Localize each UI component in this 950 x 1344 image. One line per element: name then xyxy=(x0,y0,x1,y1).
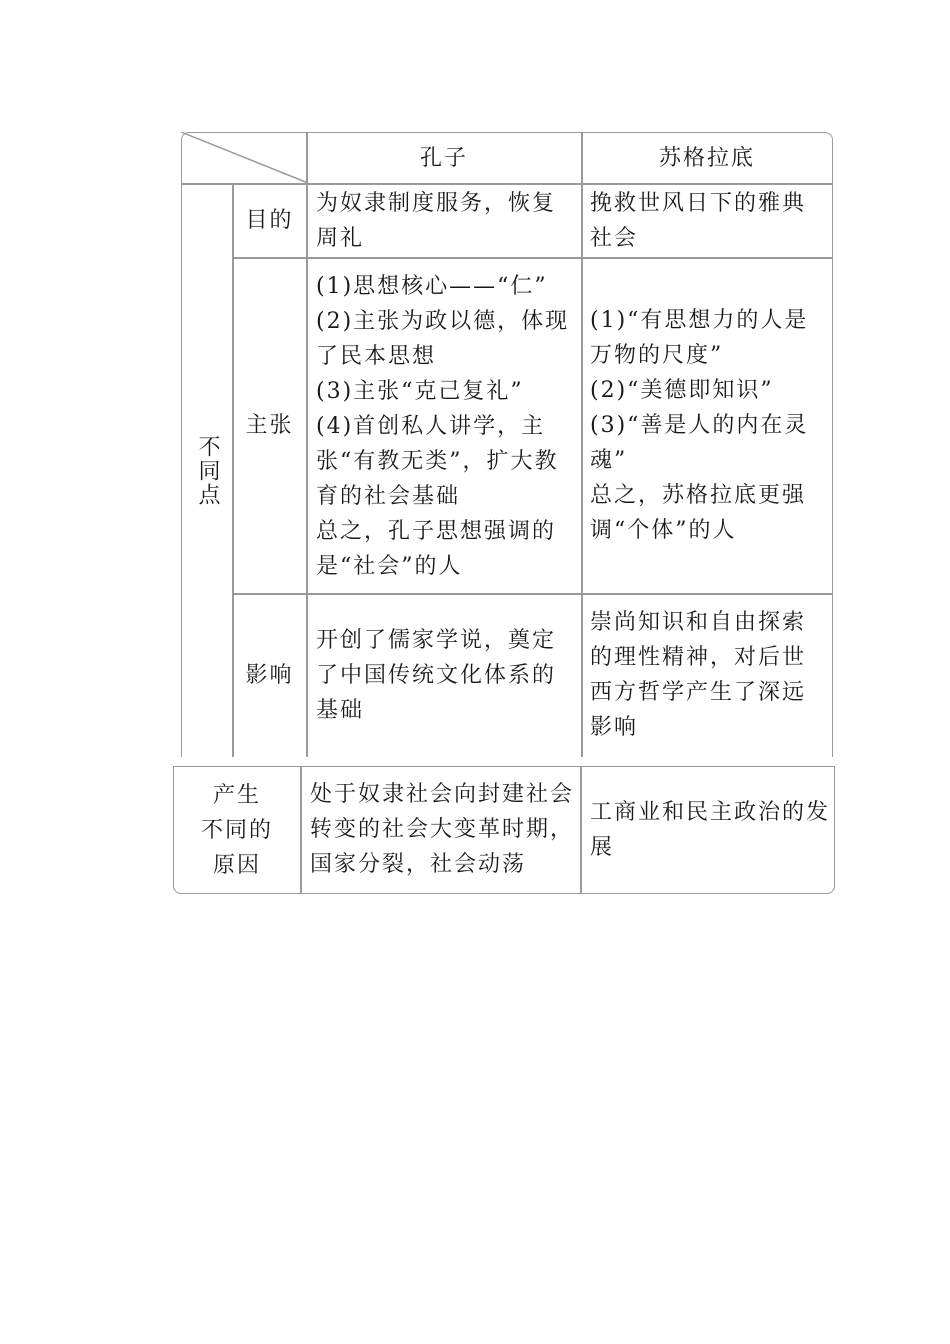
list-item: (1)思想核心——“仁” xyxy=(316,274,548,299)
divider xyxy=(306,132,308,757)
reason-label xyxy=(174,767,300,893)
reason-confucius: 处于奴隶社会向封建社会转变的社会大变革时期，国家分裂，社会动荡 xyxy=(310,782,575,877)
influence-confucius: 开创了儒家学说，奠定了中国传统文化体系的基础 xyxy=(316,628,557,723)
reason-label-line: 原因 xyxy=(212,852,261,878)
list-item: (4)首创私人讲学，主张“有教无类”，扩大教育的社会基础 xyxy=(316,414,559,509)
reason-socrates xyxy=(590,767,830,893)
reason-label-line: 不同的 xyxy=(200,817,273,843)
proposition-socrates xyxy=(590,258,828,593)
group-label-text: 不同点 xyxy=(195,434,220,507)
list-item: 总之，孔子思想强调的是“社会”的人 xyxy=(316,519,557,579)
header-socrates: 苏格拉底 xyxy=(658,145,755,171)
list-item: (3)“善是人的内在灵魂” xyxy=(590,413,809,473)
list-item: (2)主张为政以德，体现了民本思想 xyxy=(316,309,570,369)
goal-confucius: 为奴隶制度服务，恢复周礼 xyxy=(316,191,557,251)
proposition-confucius xyxy=(316,269,578,584)
divider xyxy=(232,593,833,595)
reason-socrates-text: 工商业和民主政治的发展 xyxy=(590,800,831,860)
list-item: 总之，苏格拉底更强调“个体”的人 xyxy=(590,483,807,543)
row-label-influence: 影响 xyxy=(245,663,294,688)
divider xyxy=(300,766,302,894)
header-confucius: 孔子 xyxy=(419,145,468,171)
list-item: (1)“有思想力的人是万物的尺度” xyxy=(590,308,809,368)
divider xyxy=(581,132,583,757)
divider xyxy=(580,766,582,894)
header-diagonal-line xyxy=(181,132,309,184)
reason-label-line: 产生 xyxy=(212,782,261,808)
goal-socrates: 挽救世风日下的雅典社会 xyxy=(590,191,807,251)
list-item: (2)“美德即知识” xyxy=(590,378,774,403)
group-label xyxy=(182,184,232,757)
row-label-proposition: 主张 xyxy=(245,413,294,438)
influence-socrates: 崇尚知识和自由探索的理性精神，对后世西方哲学产生了深远影响 xyxy=(590,610,807,740)
list-item: (3)主张“克己复礼” xyxy=(316,379,524,404)
row-label-goal: 目的 xyxy=(245,208,294,233)
